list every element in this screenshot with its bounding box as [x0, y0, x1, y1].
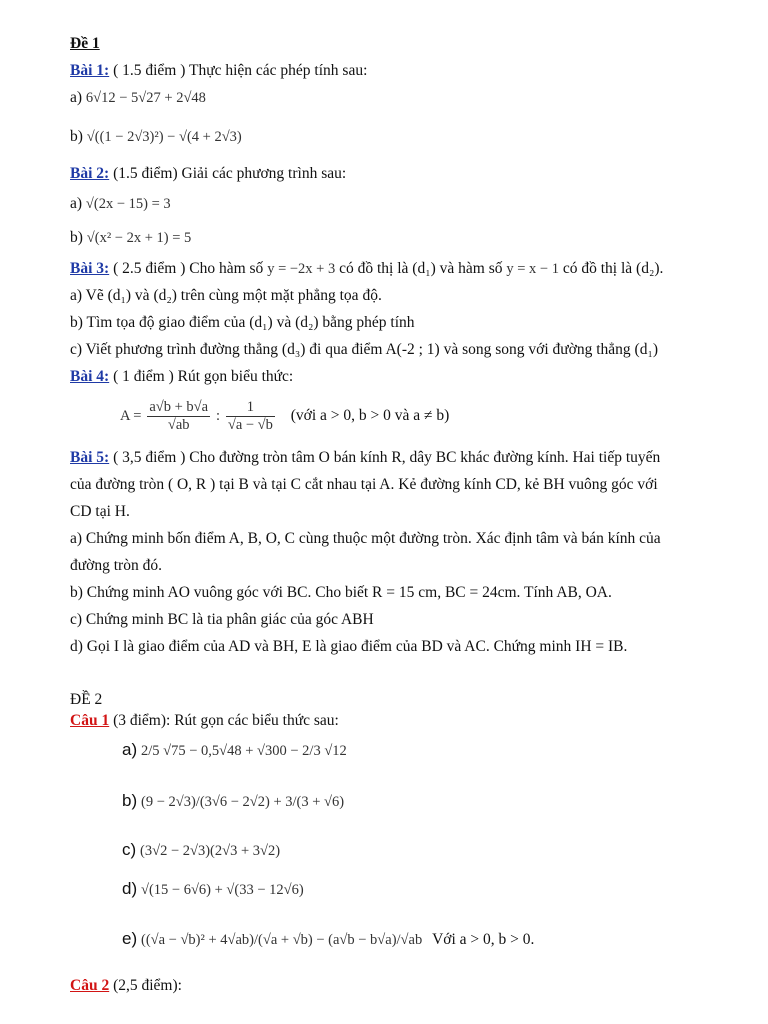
bai3-b: b) Tìm tọa độ giao điểm của (d₁) và (d₂) bằng phép tính [70, 314, 415, 331]
bai4-lhs: A = [120, 408, 142, 424]
bai3-text2: có đồ thị là (d₁) và hàm số [335, 260, 507, 277]
bai5-label: Bài 5: [70, 449, 110, 466]
cau1-e-expr: ((√a − √b)² + 4√ab)/(√a + √b) − (a√b − b√a)/√ab [141, 932, 423, 948]
de2-heading: ĐỀ 2 [70, 691, 103, 708]
bai4-fraction-1 [147, 399, 210, 434]
bai4-label: Bài 4: [70, 368, 110, 385]
bai3-text3: có đồ thị là (d₂). [558, 260, 664, 277]
bai5-d: d) Gọi I là giao điểm của AD và BH, E là giao điểm của BD và AC. Chứng minh IH = IB. [70, 638, 628, 655]
cau2-text: (2,5 điểm): [109, 977, 182, 994]
bai1-a-expr: 6√12 − 5√27 + 2√48 [85, 90, 206, 106]
bai1-text: ( 1.5 điểm ) Thực hiện các phép tính sau: [109, 62, 368, 79]
cau1-e-label: e) [122, 929, 138, 948]
bai4-num1: a√b + b√a [149, 398, 209, 415]
cau1-c-label: c) [122, 840, 137, 859]
bai3-f1: y = −2x + 3 [267, 261, 336, 277]
bai5-text1: ( 3,5 điểm ) Cho đường tròn tâm O bán kính R, dây BC khác đường kính. Hai tiếp tuyến [109, 449, 661, 466]
bai3-a: a) Vẽ (d₁) và (d₂) trên cùng một mặt phẳng tọa độ. [70, 287, 382, 304]
bai2-b-expr: √(x² − 2x + 1) = 5 [86, 230, 192, 246]
bai2-b-label: b) [70, 229, 83, 246]
bai4-line [70, 367, 293, 387]
bai1-b [70, 127, 242, 147]
bai1-label: Bài 1: [70, 62, 110, 79]
bai2-a-label: a) [70, 195, 83, 212]
bai2-a [70, 194, 171, 214]
bai5-c: c) Chứng minh BC là tia phân giác của góc ABH [70, 611, 374, 628]
bai2-b [70, 228, 191, 248]
bai2-text: (1.5 điểm) Giải các phương trình sau: [109, 165, 347, 182]
bai3-f2: y = x − 1 [506, 261, 559, 277]
bai4-den1: √ab [167, 416, 190, 433]
bai2-a-expr: √(2x − 15) = 3 [85, 196, 171, 212]
bai5-a-line2: đường tròn đó. [70, 557, 162, 574]
bai5-a-line1: a) Chứng minh bốn điểm A, B, O, C cùng thuộc một đường tròn. Xác định tâm và bán kính của [70, 530, 661, 547]
cau1-label: Câu 1 [70, 712, 110, 729]
cau1-d-label: d) [122, 879, 138, 898]
bai4-den2: √a − √b [227, 416, 273, 433]
cau1-e-condition: Với a > 0, b > 0. [432, 931, 535, 948]
de1-heading: Đề 1 [70, 35, 100, 52]
cau1-a [122, 737, 347, 764]
cau1-line [70, 711, 339, 731]
bai3-c: c) Viết phương trình đường thẳng (d₃) đi qua điểm A(-2 ; 1) và song song với đường thẳng (d₁) [70, 341, 659, 358]
bai4-colon: : [215, 408, 220, 424]
bai2-label: Bài 2: [70, 165, 110, 182]
bai1-a-label: a) [70, 89, 83, 106]
cau1-d-expr: √(15 − 6√6) + √(33 − 12√6) [141, 882, 304, 898]
bai1-a [70, 88, 206, 108]
cau1-d [122, 876, 304, 903]
bai1-line [70, 61, 367, 81]
bai4-text: ( 1 điểm ) Rút gọn biểu thức: [109, 368, 294, 385]
bai1-b-expr: √((1 − 2√3)²) − √(4 + 2√3) [86, 129, 242, 145]
bai2-line [70, 164, 346, 184]
bai5-b: b) Chứng minh AO vuông góc với BC. Cho biết R = 15 cm, BC = 24cm. Tính AB, OA. [70, 584, 612, 601]
bai5-line3: CD tại H. [70, 503, 130, 520]
bai1-b-label: b) [70, 128, 83, 145]
cau1-c-expr: (3√2 − 2√3)(2√3 + 3√2) [140, 843, 281, 859]
bai5-line1 [70, 448, 660, 468]
cau1-c [122, 837, 280, 864]
cau2-label: Câu 2 [70, 977, 110, 994]
cau1-b [122, 788, 344, 815]
bai3-label: Bài 3: [70, 260, 110, 277]
bai4-fraction-2 [226, 399, 275, 434]
bai3-text1: ( 2.5 điểm ) Cho hàm số [109, 260, 268, 277]
cau1-b-label: b) [122, 791, 138, 810]
cau1-b-expr: (9 − 2√3)/(3√6 − 2√2) + 3/(3 + √6) [141, 794, 345, 810]
bai3-line [70, 259, 663, 279]
bai4-expression [120, 396, 449, 436]
cau1-a-expr: 2/5 √75 − 0,5√48 + √300 − 2/3 √12 [141, 743, 347, 759]
bai4-num2: 1 [226, 399, 275, 417]
cau1-a-label: a) [122, 740, 138, 759]
bai4-condition: (với a > 0, b > 0 và a ≠ b) [290, 407, 450, 424]
bai5-line2: của đường tròn ( O, R ) tại B và tại C cắt nhau tại A. Kẻ đường kính CD, kẻ BH vuông góc với [70, 476, 658, 493]
cau2-line [70, 976, 182, 996]
cau1-text: (3 điểm): Rút gọn các biểu thức sau: [109, 712, 339, 729]
cau1-e [122, 926, 534, 953]
